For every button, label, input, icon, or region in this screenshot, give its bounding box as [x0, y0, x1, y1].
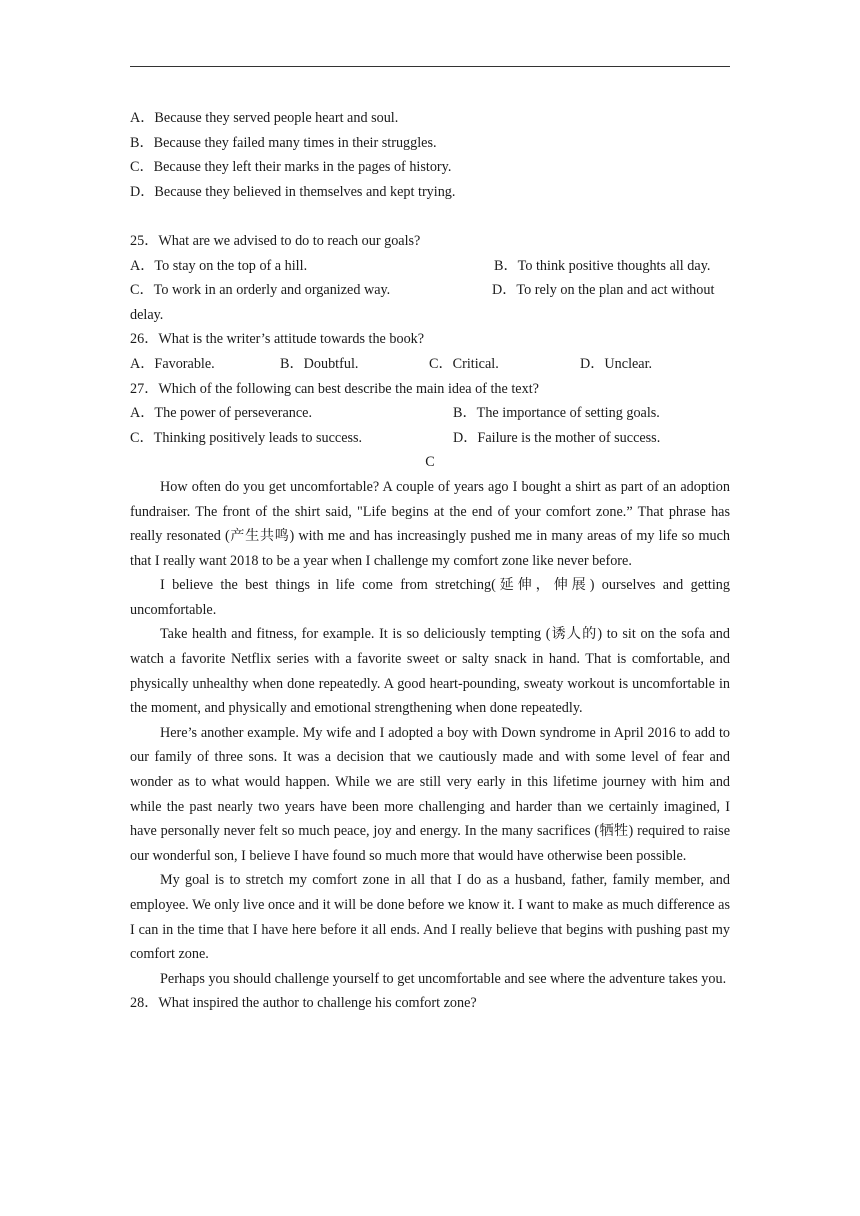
q26-stem: 26．What is the writer’s attitude towards the book?	[130, 331, 425, 348]
q26-options-row	[130, 352, 730, 377]
passage-paragraph-3: Take health and fitness, for example. It is so deliciously tempting (诱人的) to sit on the sofa and watch a favorite Netflix series with a favorite sweet or salty snack in hand. That is comfortable, and physically unhealthy when done repeatedly. A good heart-pounding, sweaty workout is uncomfortable in the moment, and physically and emotional strengthening when done repeatedly.	[130, 626, 730, 717]
q27-option-b: B．The importance of setting goals.	[453, 405, 660, 422]
passage-label: C	[425, 454, 435, 471]
q28-stem: 28．What inspired the author to challenge his comfort zone?	[130, 995, 477, 1012]
q25-option-b: B．To think positive thoughts all day.	[494, 257, 711, 274]
q25-option-d: D．To rely on the plan and act without	[492, 282, 715, 299]
q24-option-c: C．Because they left their marks in the pages of history.	[130, 159, 452, 176]
q27-options-row-2	[130, 426, 730, 451]
q24-option-d: D．Because they believed in themselves and kept trying.	[130, 183, 456, 200]
q25-option-c: C．To work in an orderly and organized way.	[130, 282, 391, 299]
q26-option-a: A．Favorable.	[130, 355, 215, 372]
q24-option-a: A．Because they served people heart and soul.	[130, 110, 399, 126]
q27-stem: 27．Which of the following can best describe the main idea of the text?	[130, 380, 539, 397]
q27-option-c: C．Thinking positively leads to success.	[130, 429, 363, 446]
q25-options-row-2	[130, 278, 730, 303]
passage-paragraph-4: Here’s another example. My wife and I adopted a boy with Down syndrome in April 2016 to add to our family of three sons. It was a decision that we cautiously made and with some level of fear and wonder as to what would happen. While we are still very early in this lifetime journey with him and while the past nearly two years have been more challenging and harder than we certainly imagined, I have personally never felt so much peace, joy and energy. In the many sacrifices (牺牲) required to raise our wonderful son, I believe I have found so much more that would have otherwise been possible.	[130, 724, 730, 864]
passage-paragraph-5: My goal is to stretch my comfort zone in all that I do as a husband, father, family member, and employee. We only live once and it will be done before we know it. I want to make as much difference as I can in the time that I have here before it all ends. And I really believe that begins with pushing past my comfort zone.	[130, 872, 730, 963]
q25-option-d-continued: delay.	[130, 306, 164, 323]
q27-option-d: D．Failure is the mother of success.	[453, 429, 661, 446]
blank-line	[130, 204, 730, 229]
page-content	[130, 106, 730, 1016]
q24-option-b: B．Because they failed many times in their struggles.	[130, 134, 437, 151]
q27-options-row-1	[130, 401, 730, 426]
passage-paragraph-6: Perhaps you should challenge yourself to get uncomfortable and see where the adventure takes you.	[160, 970, 727, 987]
q27-option-a: A．The power of perseverance.	[130, 405, 312, 422]
q26-option-d: D．Unclear.	[580, 355, 653, 372]
q25-stem: 25．What are we advised to do to reach our goals?	[130, 232, 421, 249]
passage-paragraph-2: I believe the best things in life come from stretching(延伸，伸展) ourselves and getting uncomfortable.	[130, 577, 730, 618]
q26-option-c: C．Critical.	[429, 355, 499, 372]
q25-option-a: A．To stay on the top of a hill.	[130, 257, 308, 274]
passage-paragraph-1: How often do you get uncomfortable? A couple of years ago I bought a shirt as part of an adoption fundraiser. The front of the shirt said, "Life begins at the end of your comfort zone.” That phrase has really resonated (产生共鸣) with me and has increasingly pushed me in many areas of my life so much that I really want 2018 to be a year when I challenge my comfort zone like never before.	[130, 478, 730, 569]
q25-options-row-1	[130, 254, 730, 279]
q26-option-b: B．Doubtful.	[280, 355, 359, 372]
header-rule	[130, 66, 730, 67]
